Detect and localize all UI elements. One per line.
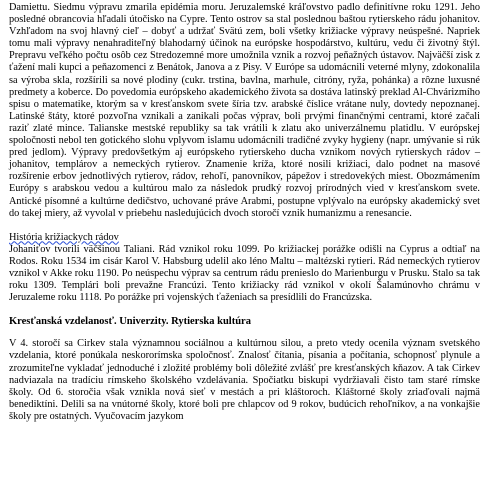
body-paragraph-education: V 4. storočí sa Cirkev stala významnou sociálnou a kultúrnou silou, a preto vtedy ocenila význam svetského vzdelania, ktoré ponúkala neskororímska spoločnosť. Znalosť čítania, písania a počítania, schopnosť plynule a zrozumiteľne vykladať jednoduché i zložité problémy boli dôležité zvlášť pre kresťanských kňazov. A tak Cirkev nadviazala na tradíciu rímskeho školského vzdelávania. Spočiatku biskupi vydržiavali čisto tam staré rímske školy. Od 6. storočia však vznikla nová sieť v mestách a pri kláštoroch. Kláštorné školy zriaďovali najmä benediktíni. Delili sa na vnútorné školy, ktoré boli pre chlapcov od 9 rokov, budúcich rehoľníkov, a na vonkajšie školy pre ostatných. Vyučovacím jazykom (9, 338, 480, 422)
section-heading-education: Kresťanská vzdelanosť. Univerzity. Rytierska kultúra (9, 316, 251, 328)
paragraph-spacer (9, 328, 480, 338)
paragraph-spacer (9, 304, 480, 316)
paragraph-spacer (9, 220, 480, 232)
body-paragraph-crusades: Damiettu. Siedmu výpravu zmarila epidémia moru. Jeruzalemské kráľovstvo padlo definitívne roku 1291. Jeho posledné obrancovia hľadali útočisko na Cypre. Tento ostrov sa stal poslednou baštou rytierskeho rádu johanitov. Vzhľadom na svoj hlavný cieľ – dobyť a udržať Svätú zem, boli všetky križiacke výpravy neúspešné. Napriek tomu mali výpravy nenahraditeľný blahodarný účinok na európske hospodárstvo, kultúru, vedu či životný štýl. Prepravu veľkého počtu osôb cez Stredozemné more umožnila vznik a rozvoj peňažných ústavov. Najväčší zisk z ťažení mali kupci a peňazomenci z Benátok, Janova a z Pisy. V Európe sa udomácnili veterné mlyny, zdokonalila sa výroba skla, rozšírili sa nové plodiny (cukr. trstina, bavlna, marhule, citróny, ryža, pohánka) a rôzne luxusné predmety a koberce. Do povedomia európskeho akademického života sa dostáva latinský preklad Al-Chvárizmího spisu o matematike, ktorým sa v kresťanskom svete šíria tzv. arabské číslice vrátane nuly, dovtedy nepoznanej. Latinské štáty, ktoré pozvoľna vznikali a zanikali počas výprav, boli prvými finančnými centrami, ktoré začali raziť zlaté mince. Talianske mestské republiky sa tak vrátili k zlatu ako univerzálnemu platidlu. V európskej spoločnosti nebol ten gotického slohu vplyvom islamu udomácnili tradičné zvyky hygieny (napr. umývanie si rúk pred jedlom). Výpravy predovšetkým aj európskeho rytierskeho ducha vznikom nových rytierskych rádov – johanitov, templárov a nemeckých rytierov. Znamenie kríža, ktoré nosili križiaci, dalo podnet na masové rozšírenie erbov jednotlivých rytierov, rádov, rehoľí, panovníkov, pápežov i stredovekých miest. Obozmámením Európy s arabskou vedou a kultúrou malo za následok prudký rozvoj prírodných vied v kresťanskom svete. Antické písomné a kultúrne dedičstvo, uchované práve Arabmi, postupne vplývalo na európsky akademický svet do takej miery, až vyvolal v priebehu nasledujúcich dvoch storočí vznik humanizmu a renesancie. (9, 2, 480, 219)
body-paragraph-orders: Johaniťov tvorili väčšinou Taliani. Rád vznikol roku 1099. Po križiackej porážke odišli na Cyprus a odtiaľ na Rodos. Roku 1534 im cisár Karol V. Habsburg udelil ako léno Maltu – maltézski rytieri. Rád nemeckých rytierov vznikol v Akke roku 1190. Po neúspechu výprav sa centrum rádu prenieslo do Marienburgu v Prusku. Stalo sa tak roku 1309. Templári boli prevažne Francúzi. Tento križiacky rád vznikol v okolí Šalamúnovho chrámu v Jeruzaleme roku 1118. Po porážke pri vojenských ťaženiach sa presídlili do Francúzska. (9, 243, 480, 304)
section-title-orders: História križiackych rádov (9, 231, 119, 243)
